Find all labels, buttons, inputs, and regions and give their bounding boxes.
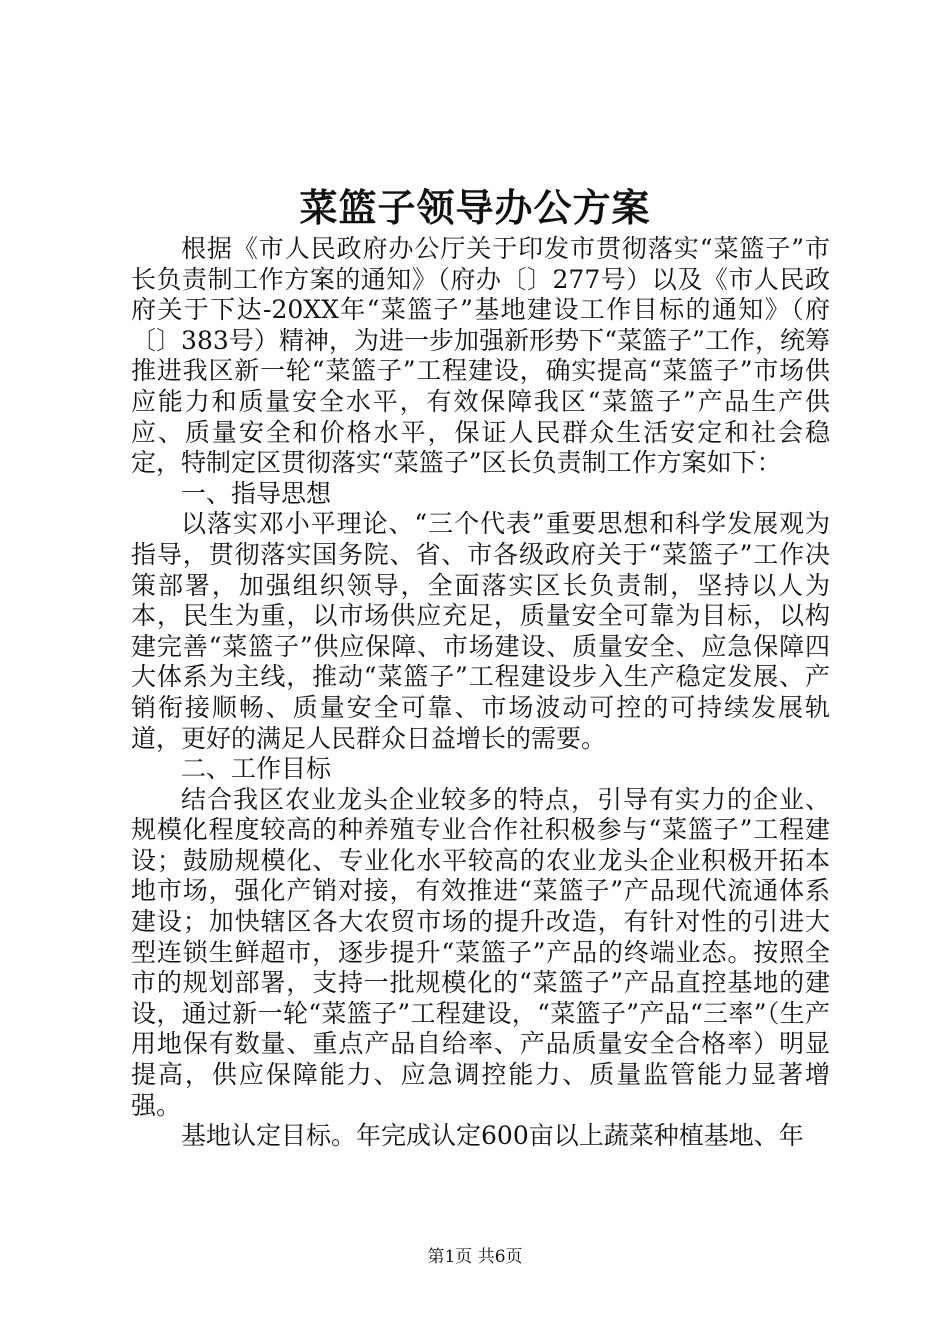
work-goals-paragraph: 结合我区农业龙头企业较多的特点，引导有实力的企业、规模化程度较高的种养殖专业合作社积极参与“菜篮子”工程建设；鼓励规模化、专业化水平较高的农业龙头企业积极开拓本地市场，强化产销对接，有效推进“菜篮子”产品现代流通体系建设；加快辖区各大农贸市场的提升改造，有针对性的引进大型连锁生鲜超市，逐步提升“菜篮子”产品的终端业态。按照全市的规划部署，支持一批规模化的“菜篮子”产品直控基地的建设，通过新一轮“菜篮子”工程建设，“菜篮子”产品“三率”（生产用地保有数量、重点产品自给率、产品质量安全合格率）明显提高，供应保障能力、应急调控能力、质量监管能力显著增强。 (131, 784, 830, 1120)
base-certification-paragraph: 基地认定目标。年完成认定600亩以上蔬菜种植基地、年 (181, 1121, 804, 1151)
section-heading-guiding-ideology: 一、指导思想 (181, 478, 332, 508)
section-heading-work-goals: 二、工作目标 (181, 754, 332, 784)
intro-paragraph: 根据《市人民政府办公厅关于印发市贯彻落实“菜篮子”市长负责制工作方案的通知》（府办〔〕277号）以及《市人民政府关于下达-20XX年“菜篮子”基地建设工作目标的通知》（府〔〕383号）精神，为进一步加强新形势下“菜篮子”工作，统筹推进我区新一轮“菜篮子”工程建设，确实提高“菜篮子”市场供应能力和质量安全水平，有效保障我区“菜篮子”产品生产供应、质量安全和价格水平，保证人民群众生活安定和社会稳定，特制定区贯彻落实“菜篮子”区长负责制工作方案如下： (131, 234, 830, 478)
guiding-ideology-paragraph: 以落实邓小平理论、“三个代表”重要思想和科学发展观为指导，贯彻落实国务院、省、市各级政府关于“菜篮子”工作决策部署，加强组织领导，全面落实区长负责制，坚持以人为本，民生为重，以市场供应充足，质量安全可靠为目标，以构建完善“菜篮子”供应保障、市场建设、质量安全、应急保障四大体系为主线，推动“菜篮子”工程建设步入生产稳定发展、产销衔接顺畅、质量安全可靠、市场波动可控的可持续发展轨道，更好的满足人民群众日益增长的需要。 (131, 509, 830, 753)
page-number-footer: 第1页 共6页 (427, 1247, 523, 1267)
document-body (131, 234, 830, 1152)
document-title: 菜篮子领导办公方案 (299, 185, 651, 230)
